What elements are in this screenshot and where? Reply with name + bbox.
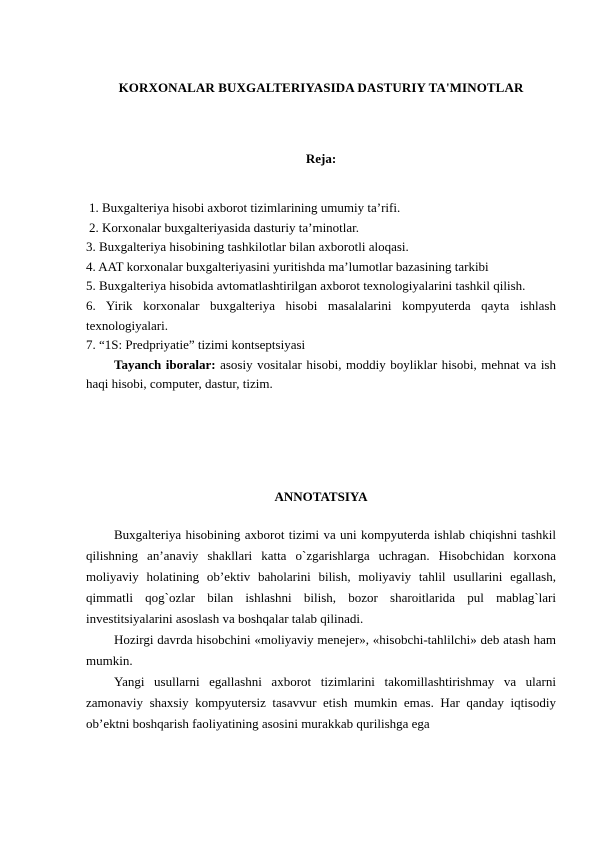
document-title: KORXONALAR BUXGALTERIYASIDA DASTURIY TA'MINOTLAR — [118, 80, 524, 95]
plan-item-5: 5. Buxgalteriya hisobida avtomatlashtirilgan axborot texnologiyalarini tashkil qilish. — [86, 278, 526, 294]
plan-list — [86, 198, 556, 394]
annotation-paragraph-3: Yangi usullarni egallashni axborot tizimlarini takomillashtirishmay va ularni zamonaviy shaxsiy kompyutersiz tasavvur etish mumkin emas. Har qanday iqtisodiy ob’ektni boshqarish faoliyatining asosini murakkab qurilishga ega — [86, 674, 556, 731]
plan-item-6: 6. Yirik korxonalar buxgalteriya hisobi masalalarini kompyuterda qayta ishlash texnologiyalari. — [86, 297, 556, 333]
plan-item-4: 4. AAT korxonalar buxgalteriyasini yuritishda ma’lumotlar bazasining tarkibi — [86, 258, 489, 274]
plan-item-1: 1. Buxgalteriya hisobi axborot tizimlarining umumiy ta’rifi. — [89, 200, 401, 215]
annotation-paragraph-1: Buxgalteriya hisobining axborot tizimi va uni kompyuterda ishlab chiqishni tashkil qilishning an’anaviy shakllari katta o`zgarishlarga uchragan. Hisobchidan korxona moliyaviy holatining ob’ektiv baholarini bilish, moliyaviy tahlil usullarini egallash, qimmatli qog`ozlar bilan ishlashni bilish, bozor sharoitlarida pul mablag`lari investitsiyalarini asoslash va boshqalar talab qilinadi. — [86, 527, 556, 626]
annotation-title: ANNOTATSIYA — [274, 489, 368, 504]
plan-item-3: 3. Buxgalteriya hisobining tashkilotlar bilan axborotli aloqasi. — [86, 239, 409, 255]
plan-title: Reja: — [305, 151, 337, 166]
annotation-paragraph-2: Hozirgi davrda hisobchini «moliyaviy menejer», «hisobchi-tahlilchi» deb atash ham mumkin. — [86, 632, 556, 668]
annotation-body — [86, 524, 556, 734]
plan-item-7: 7. “1S: Predpriyatie” tizimi kontseptsiyasi — [86, 337, 306, 353]
keywords-label: Tayanch iboralar: — [114, 356, 216, 372]
plan-item-2: 2. Korxonalar buxgalteriyasida dasturiy ta’minotlar. — [89, 219, 360, 235]
keywords-text: asosiy vositalar hisobi, moddiy boyliklar hisobi, mehnat va ish haqi hisobi, computer, dastur, tizim. — [86, 356, 556, 392]
keywords-paragraph — [86, 355, 556, 394]
